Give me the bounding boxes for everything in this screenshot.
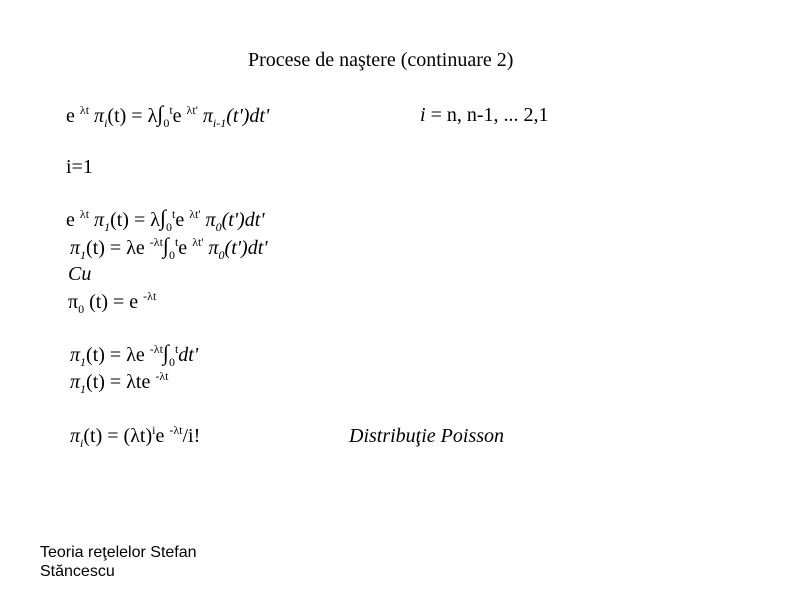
- eq-integrand: π: [202, 105, 213, 127]
- eq4-exp: -λt: [155, 369, 169, 383]
- eq4-pi: π: [70, 371, 81, 393]
- eq-e2-exp: λt': [186, 103, 198, 117]
- slide-title: Procese de naştere (continuare 2): [248, 49, 514, 71]
- eq1-integral: ∫: [159, 205, 166, 230]
- eq3-pi-sub: 1: [80, 355, 87, 369]
- case-label: i=1: [66, 156, 93, 178]
- eq3-tail: dt': [178, 344, 199, 366]
- poisson-exp: -λt: [169, 423, 183, 437]
- eq3-integral: ∫: [162, 340, 169, 365]
- eq-integrand-sub: i-1: [212, 116, 227, 130]
- eq1-int-upper: t: [171, 207, 176, 221]
- pi0-equals: (t) = e: [84, 291, 139, 313]
- eq1-e2-exp: λt': [189, 207, 201, 221]
- eq1-tail: (t')dt': [221, 209, 265, 231]
- eq-exp: λt: [79, 103, 90, 117]
- poisson-pi: π: [70, 425, 81, 447]
- general-equation: [66, 103, 269, 130]
- cu-text: Cu: [68, 263, 92, 285]
- eq1-integrand-sub: 0: [215, 220, 222, 234]
- eq1-int-lower: 0: [165, 220, 172, 234]
- eq2-equals: (t) = λe: [86, 237, 145, 259]
- index-range-rest: = n, n-1, ... 2,1: [425, 104, 549, 126]
- footer-line-1: Teoria reţelelor Stefan: [40, 544, 197, 561]
- eq-pi-sub: i: [104, 116, 108, 130]
- eq3-equals: (t) = λe: [86, 344, 145, 366]
- pi0-equation: [68, 290, 156, 316]
- int-upper: t: [169, 103, 173, 117]
- poisson-tail: /i!: [182, 425, 201, 447]
- eq4-pi-sub: 1: [80, 382, 87, 396]
- eq4: [70, 370, 168, 396]
- pi0-sub: 0: [78, 302, 85, 316]
- poisson-power: i: [152, 423, 156, 437]
- eq1-integrand: π: [205, 209, 216, 231]
- eq3-pi: π: [70, 344, 81, 366]
- poisson-e: e: [155, 425, 165, 447]
- eq1-exp: λt: [79, 207, 90, 221]
- eq1: [66, 207, 265, 234]
- cu-label: [68, 262, 91, 286]
- footer: [40, 543, 197, 581]
- eq3-int-upper: t: [174, 342, 179, 356]
- eq1-e2: e: [175, 209, 185, 231]
- eq-tail: (t')dt': [226, 105, 270, 127]
- eq2-exp: -λt: [149, 235, 163, 249]
- index-range: i = n, n-1, ... 2,1: [420, 104, 549, 126]
- eq2-tail: (t')dt': [224, 237, 268, 259]
- eq1-e: e: [66, 209, 75, 231]
- eq2-integrand: π: [208, 237, 219, 259]
- integral-sign: ∫: [157, 101, 164, 126]
- eq2: [70, 235, 268, 262]
- eq2-int-lower: 0: [168, 248, 175, 262]
- eq-e: e: [66, 105, 75, 127]
- eq1-equals: (t) = λ: [110, 209, 160, 231]
- poisson-equation: [70, 424, 200, 450]
- eq2-e2: e: [178, 237, 188, 259]
- eq3: [70, 342, 198, 369]
- poisson-equals: (t) = (λt): [83, 425, 153, 447]
- pi0-pi: π: [68, 291, 79, 313]
- poisson-label: [349, 424, 504, 448]
- eq1-pi-sub: 1: [104, 220, 111, 234]
- eq-e2: e: [172, 105, 182, 127]
- eq1-pi: π: [94, 209, 105, 231]
- eq3-int-lower: 0: [168, 355, 175, 369]
- eq4-equals: (t) = λte: [86, 371, 151, 393]
- eq2-e2-exp: λt': [192, 235, 204, 249]
- eq-equals: (t) = λ: [107, 105, 158, 127]
- footer-line-2: Stăncescu: [40, 563, 115, 580]
- eq2-pi: π: [70, 237, 81, 259]
- eq2-int-upper: t: [174, 235, 179, 249]
- eq2-pi-sub: 1: [80, 248, 87, 262]
- eq-pi: π: [94, 105, 105, 127]
- pi0-exp: -λt: [143, 289, 157, 303]
- eq2-integral: ∫: [162, 233, 169, 258]
- eq3-exp: -λt: [149, 342, 163, 356]
- int-lower: 0: [163, 116, 170, 130]
- eq2-integrand-sub: 0: [218, 248, 225, 262]
- poisson-pi-sub: i: [80, 436, 84, 450]
- poisson-label-text: Distribuţie Poisson: [349, 425, 505, 447]
